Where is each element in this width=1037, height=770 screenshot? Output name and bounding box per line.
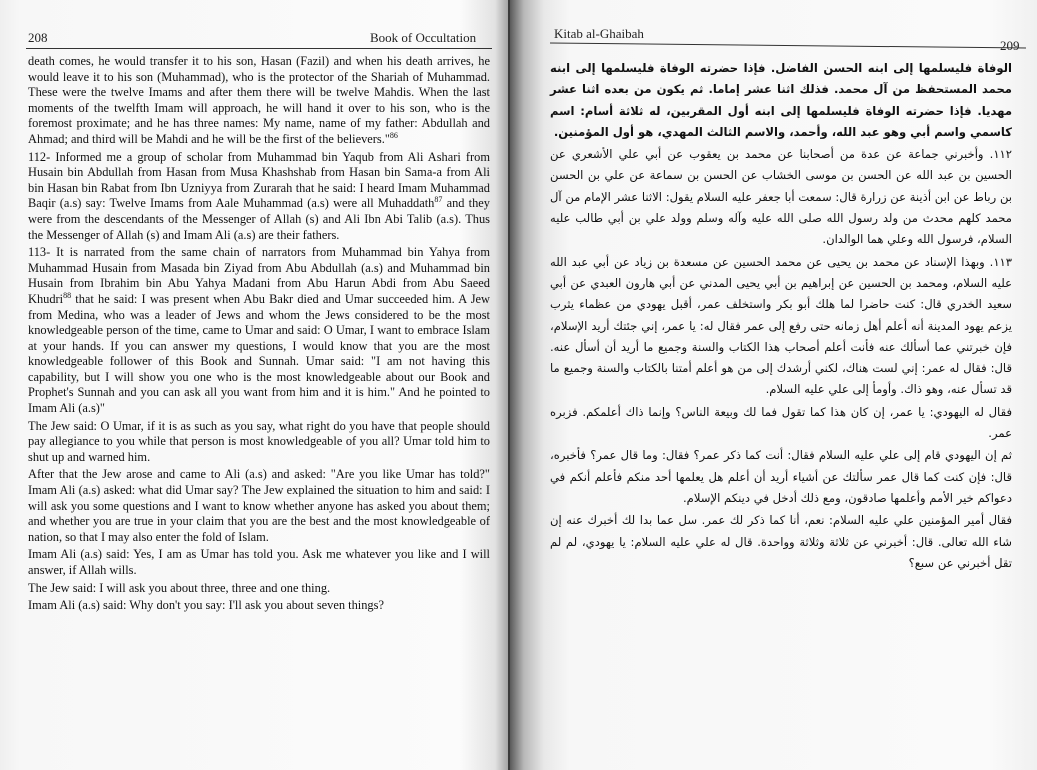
arabic-paragraph: فقال أمير المؤمنين علي عليه السلام: نعم، أنا كما ذكر لك عمر. سل عما بدا لك أخبرك عنه إن شاء الله تعالى. قال: أخبرني عن ثلاثة وثلاثة وواحدة. قال له علي عليه السلام: يا يهودي، لم لم تقل أخبرني عن سبع؟ [550, 513, 1012, 570]
arabic-paragraph: ١١٣. وبهذا الإسناد عن محمد بن يحيى عن محمد الحسين عن مسعدة بن زياد عن أبي عبد الله عليه السلام، ومحمد بن الحسين عن إبراهيم بن أبي يحيى المدني عن أبي هارون العبدي عن أبي سعيد الخدري قال: كنت حاضرا لما هلك أبو بكر واستخلف عمر، أقبل يهودي من عظماء يثرب يزعم يهود المدينة أنه أعلم أهل زمانه حتى رفع إلى عمر فقال له: يا عمر، إني جئتك أريد الإسلام، فإن خبرتني عما أسألك عنه فأنت أعلم أصحاب هذا الكتاب والسنة وجميع ما أريد أن أسأل عنه. قال: فقال له عمر: إني لست هناك، لكني أرشدك إلى من هو أعلم أمتنا بالكتاب والسنة وجميع ما قد تسأل عنه، وهو ذاك. وأومأ إلى علي عليه السلام. [550, 254, 1012, 397]
paragraph: Imam Ali (a.s) said: Yes, I am as Umar has told you. Ask me whatever you like and I will answer, if Allah wills. [28, 547, 490, 577]
right-page [510, 0, 1037, 770]
paragraph: The Jew said: O Umar, if it is as such as you say, what right do you have that people should pay allegiance to you while that person is most knowledgeable of you all? Umar told him to shut up and warned him. [28, 418, 490, 464]
right-header-rule [550, 43, 1026, 49]
paragraph: 112- Informed me a group of scholar from Muhammad bin Yaqub from Ali Ashari from Husain bin Abdullah from Hasan from Musa Khashshab from Hasan bin Sama-a from Ali bin Hasan bin Rabat from Ibn Uzniyya from Zurarah that he said: I heard Imam Muhammad Baqir (a.s) say: Twelve Imams from Aale Muhammad (a.s) were all Muhaddath$^{87}$ and they were from the descendants of the Messenger of Allah (s) and Ali Ibn Abi Talib (a.s). Thus the Messenger of Allah (s) and Imam Ali (a.s) are their fathers. [28, 149, 490, 242]
footnote-marker: 86 [389, 130, 398, 140]
paragraph: After that the Jew arose and came to Ali (a.s) and asked: "Are you like Umar has told?" Imam Ali (a.s) asked: what did Umar say? The Jew explained the situation to him and said: I will ask you some questions and I want to know whether anyone has asked you about them; and whether you are true in your claim that you are the best and the most knowledgeable of nation, so that I may also enter the fold of Islam. [28, 467, 490, 544]
paragraph: Imam Ali (a.s) said: Why don't you say: I'll ask you about seven things? [28, 598, 384, 613]
right-body-text [550, 58, 1012, 575]
footnote-marker: 87 [434, 195, 443, 205]
paragraph: The Jew said: I will ask you about three, three and one thing. [28, 580, 331, 595]
left-page-number: 208 [28, 30, 48, 45]
left-page [0, 0, 510, 770]
paragraph: death comes, he would transfer it to his son, Hasan (Fazil) and when his death arrives, he would leave it to his son (Muhammad), who is the protector of the Shariah of Muhammad. These were the twelve Imams and after them there will be twelve Mahdis. When the last moments of the twelfth Imam will approach, he will hand it over to his son, who is the foremost proximate; and he has three names: My name, name of my father: Abdullah and Ahmad; and third will be Mahdi and he will be the first of the believers."$^{86}$ [28, 54, 490, 146]
right-page-number: 209 [1000, 38, 1020, 53]
footnote-marker: 88 [63, 290, 72, 300]
right-running-title: Kitab al-Ghaibah [554, 26, 644, 41]
arabic-paragraph: الوفاة فليسلمها إلى ابنه الحسن الفاضل. فإذا حضرته الوفاة فليسلمها إلى ابنه محمد المستحفظ من آل محمد. فذلك اثنا عشر إماما. ثم يكون من بعده اثنا عشر مهديا. فإذا حضرته الوفاة فليسلمها إلى ابنه أول المقربين، له ثلاثة أسام: اسم كاسمي واسم أبي وهو عبد الله، وأحمد، والاسم الثالث المهدي، هو أول المؤمنين. [550, 61, 1012, 139]
left-header-rule [26, 48, 492, 49]
left-body-text [28, 54, 490, 616]
arabic-paragraph: ثم إن اليهودي قام إلى علي عليه السلام فقال: أنت كما ذكر عمر؟ فقال: وما قال عمر؟ فأخبره، قال: فإن كنت كما قال عمر سألتك عن أشياء أريد أن أعلم هل يعلمها أحد منكم فأعلم أنكم في دعواكم خير الأمم وأعلمها صادقون، ومع ذلك أدخل في دينكم الإسلام. [550, 448, 1012, 505]
paragraph: 113- It is narrated from the same chain of narrators from Muhammad bin Yahya from Muhammad Husain from Masada bin Ziyad from Abu Abdullah (a.s) and Muhammad bin Husain from Ibrahim bin Abu Yahya Madani from Abu Harun Abdi from Abu Saeed Khudri$^{88}$ that he said: I was present when Abu Bakr died and Umar succeeded him. A Jew from Medina, who was a leader of Jews and whom the Jews considered to be the most knowledgeable person of the time, came to Umar and said: O Umar, I want to embrace Islam at your hands. If you can answer my questions, I would know that you are the most knowledgeable follower of this Book and Sunnah. Umar said: "I am not having this capability, but I will show you one who is the most knowledgeable about our Book and Prophet's Sunnah and you can ask all you want from him and it is him." And he pointed to Imam Ali (a.s)" [28, 245, 490, 416]
arabic-paragraph: ١١٢. وأخبرني جماعة عن عدة من أصحابنا عن محمد بن يعقوب عن أبي علي الأشعري عن الحسين بن عبد الله عن الحسن بن موسى الخشاب عن الحسن بن سماعة عن علي بن الحسن بن رباط عن ابن أذينة عن زرارة قال: سمعت أبا جعفر عليه السلام يقول: الاثنا عشر الإمام من آل محمد كلهم محدث من ولد رسول الله صلى الله عليه وآله وسلم وولد علي بن أبي طالب عليه السلام، فرسول الله وعلي هما الوالدان. [550, 147, 1012, 247]
arabic-paragraph: فقال له اليهودي: يا عمر، إن كان هذا كما تقول فما لك وبيعة الناس؟ وإنما ذاك أعلمكم. فزبره عمر. [550, 404, 1012, 441]
left-running-title: Book of Occultation [370, 30, 477, 45]
